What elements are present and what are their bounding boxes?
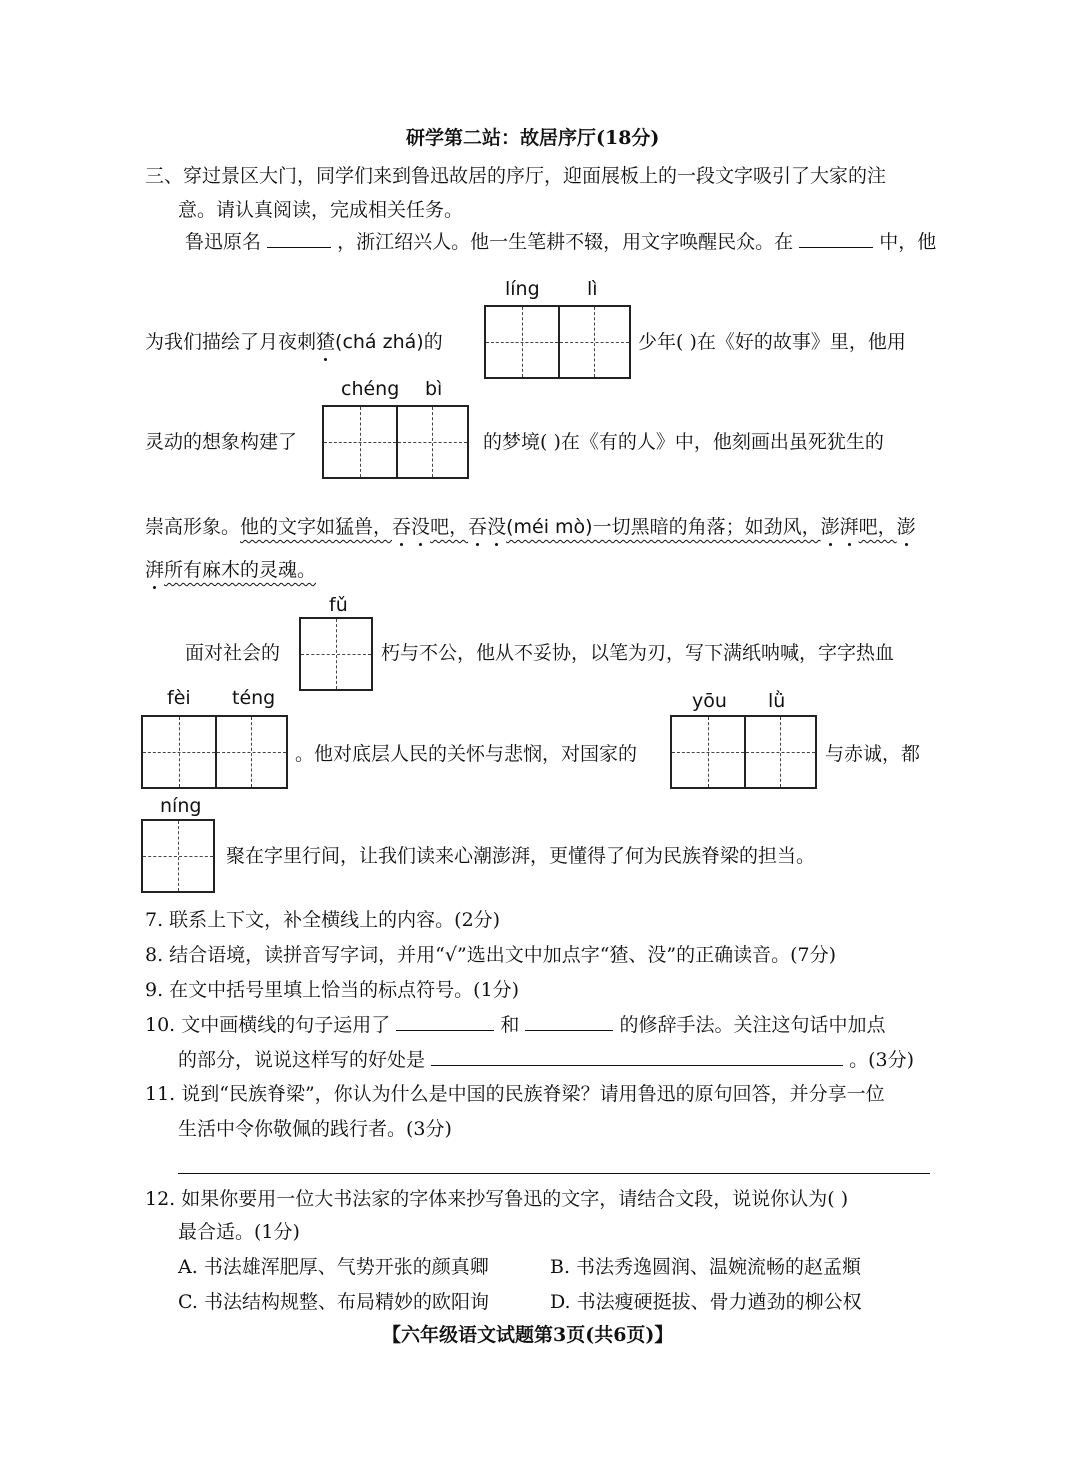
- passage-line3-left: 灵动的想象构建了: [145, 431, 298, 453]
- part3-intro-line1: 三、穿过景区大门，同学们来到鲁迅故居的序厅，迎面展板上的一段文字吸引了大家的注: [145, 165, 887, 187]
- answer-box-ling-li[interactable]: [484, 305, 631, 379]
- passage-line1: [185, 233, 936, 252]
- pinyin-bi: bì: [425, 378, 443, 400]
- pinyin-you: yōu: [692, 690, 727, 712]
- blank-work-title[interactable]: [799, 247, 873, 248]
- passage-text: 崇高形象。: [145, 516, 241, 538]
- question-11-line1: 11. 说到“民族脊梁”，你认为什么是中国的民族脊梁？请用鲁迅的原句回答，并分享一位: [145, 1083, 885, 1105]
- answer-box-cheng-bi[interactable]: [322, 405, 469, 479]
- passage-text: 吧，: [858, 516, 897, 538]
- passage-line7-left: 。他对底层人民的关怀与悲悯，对国家的: [295, 743, 638, 765]
- answer-box-fu[interactable]: [299, 617, 373, 691]
- char-cell[interactable]: [672, 717, 744, 787]
- option-a[interactable]: A. 书法雄浑肥厚、气势开张的颜真卿: [178, 1256, 489, 1278]
- blank-original-name[interactable]: [267, 247, 331, 248]
- passage-text: 为我们描绘了月夜刺: [145, 331, 317, 353]
- char-cell[interactable]: [324, 407, 396, 477]
- pinyin-fu: fǔ: [329, 594, 348, 616]
- question-10-line1: [145, 1016, 885, 1035]
- passage-text: ，浙江绍兴人。他一生笔耕不辍，用文字唤醒民众。在: [337, 231, 794, 253]
- dotted-char: 湃: [145, 559, 165, 581]
- pinyin-cheng: chéng: [341, 378, 400, 400]
- passage-line6-right: 朽与不公，他从不妥协，以笔为刃，写下满纸呐喊，字字热血: [381, 642, 895, 664]
- passage-line4: [145, 518, 916, 537]
- passage-line5: [145, 561, 316, 580]
- blank-rhetoric-1[interactable]: [396, 1030, 494, 1031]
- passage-text: 中，他: [879, 231, 937, 253]
- option-d[interactable]: D. 书法瘦硬挺拔、骨力遒劲的柳公权: [550, 1291, 862, 1313]
- question-12-line1: 12. 如果你要用一位大书法家的字体来抄写鲁迅的文字，请结合文段，说说你认为( ): [145, 1188, 849, 1210]
- blank-benefit[interactable]: [431, 1065, 843, 1066]
- dotted-char: 吞: [468, 516, 488, 538]
- question-text: 和: [500, 1014, 520, 1036]
- dotted-char: 澎: [896, 516, 916, 538]
- question-7: 7. 联系上下文，补全横线上的内容。(2分): [145, 909, 501, 931]
- pinyin-fei: fèi: [167, 687, 191, 709]
- passage-text: 鲁迅原名: [185, 231, 262, 253]
- pinyin-li: lì: [587, 278, 598, 300]
- dotted-char: 猹: [316, 331, 336, 353]
- question-text: 的部分，说说这样写的好处是: [178, 1049, 426, 1071]
- question-11-line2: 生活中令你敬佩的践行者。(3分): [178, 1118, 452, 1140]
- passage-line7-right: 与赤诚，都: [825, 743, 921, 765]
- question-10-line2: [178, 1051, 914, 1070]
- dotted-char: 吞: [392, 516, 412, 538]
- passage-line3-right: 的梦境( )在《有的人》中，他刻画出虽死犹生的: [483, 431, 884, 453]
- question-8: 8. 结合语境，读拼音写字词，并用“√”选出文中加点字“猹、没”的正确读音。(7分): [145, 944, 837, 966]
- dotted-char: 没: [487, 516, 507, 538]
- pinyin-options-mo[interactable]: (méi mò)一切黑暗的角落；如劲风，: [506, 516, 821, 538]
- char-cell[interactable]: [143, 717, 215, 787]
- option-c[interactable]: C. 书法结构规整、布局精妙的欧阳询: [178, 1291, 489, 1313]
- char-cell[interactable]: [396, 407, 468, 477]
- pinyin-lu: lǜ: [768, 690, 786, 712]
- question-text: 的修辞手法。关注这句话中加点: [619, 1014, 886, 1036]
- pinyin-ling: líng: [505, 278, 540, 300]
- answer-line-q11[interactable]: [178, 1173, 930, 1174]
- char-cell[interactable]: [558, 307, 630, 377]
- pinyin-teng: téng: [232, 687, 276, 709]
- answer-box-you-lu[interactable]: [670, 715, 817, 789]
- section-title: 研学第二站：故居序厅(18分): [406, 127, 660, 149]
- page-footer: 【六年级语文试题第3页(共6页)】: [382, 1324, 674, 1346]
- question-text: 10. 文中画横线的句子运用了: [145, 1014, 391, 1036]
- passage-text: 吧，: [430, 516, 469, 538]
- question-text: 。(3分): [849, 1049, 915, 1071]
- question-12-line2: 最合适。(1分): [178, 1221, 300, 1243]
- passage-line2-right: 少年( )在《好的故事》里，他用: [638, 331, 906, 353]
- passage-text: 的: [423, 331, 443, 353]
- char-cell[interactable]: [215, 717, 287, 787]
- passage-line6-left: 面对社会的: [185, 642, 281, 664]
- answer-box-fei-teng[interactable]: [141, 715, 288, 789]
- passage-text: 所有麻木的灵魂。: [164, 559, 317, 581]
- passage-line2-left: [145, 333, 443, 352]
- pinyin-ning: níng: [160, 795, 202, 817]
- char-cell[interactable]: [301, 619, 371, 689]
- dotted-char: 湃: [839, 516, 859, 538]
- wavy-sentence: [240, 516, 916, 538]
- dotted-char: 没: [411, 516, 431, 538]
- wavy-sentence-end: [145, 559, 316, 581]
- option-b[interactable]: B. 书法秀逸圆润、温婉流畅的赵孟頫: [550, 1256, 862, 1278]
- char-cell[interactable]: [744, 717, 816, 787]
- char-cell[interactable]: [486, 307, 558, 377]
- blank-rhetoric-2[interactable]: [525, 1030, 613, 1031]
- answer-box-ning[interactable]: [141, 819, 215, 893]
- char-cell[interactable]: [143, 821, 213, 891]
- passage-line8: 聚在字里行间，让我们读来心潮澎湃，更懂得了何为民族脊梁的担当。: [226, 845, 816, 867]
- passage-text: 他的文字如猛兽，: [240, 516, 393, 538]
- question-9: 9. 在文中括号里填上恰当的标点符号。(1分): [145, 979, 520, 1001]
- pinyin-options-cha[interactable]: (chá zhá): [335, 331, 424, 353]
- dotted-char: 澎: [820, 516, 840, 538]
- part3-intro-line2: 意。请认真阅读，完成相关任务。: [178, 199, 464, 221]
